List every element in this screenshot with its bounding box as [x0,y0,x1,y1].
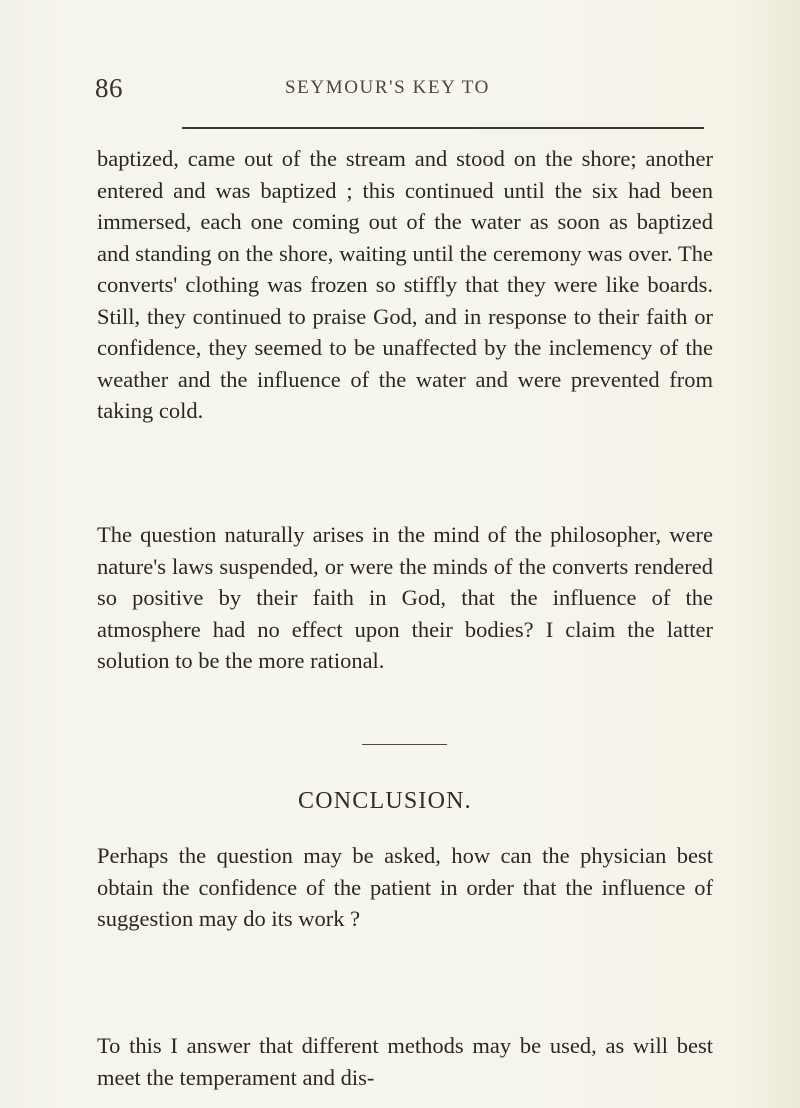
paragraph-baptism-account: baptized, came out of the stream and stood on the shore; another entered and was baptized ; this continued until the six had been immersed, each one coming out of the water as soon as baptized and standing on the shore, waiting until the ceremony was over. The converts' clothing was frozen so stiffly that they were like boards. Still, they continued to praise God, and in response to their faith or confidence, they seemed to be unaffected by the inclemency of the weather and the influence of the water and were prevented from taking cold. [97,146,713,423]
running-head [95,73,715,103]
opening-text-block [97,143,713,427]
paragraph-answer: To this I answer that different methods may be used, as will best meet the temperament and dis- [97,1033,713,1090]
question-text-block [97,519,713,677]
paragraph-conclusion-question: Perhaps the question may be asked, how can the physician best obtain the confidence of the patient in order that the influence of suggestion may do its work ? [97,843,713,931]
answer-text-block [97,1030,713,1093]
conclusion-text-block [97,840,713,935]
section-divider [362,744,447,745]
page-number: 86 [95,73,123,103]
section-heading-conclusion: CONCLUSION. [298,788,472,814]
running-title: SEYMOUR'S KEY TO [285,77,490,98]
header-rule [182,127,704,129]
paragraph-question: The question naturally arises in the mind of the philosopher, were nature's laws suspended, or were the minds of the converts rendered so positive by their faith in God, that the influence of the atmosphere had no effect upon their bodies? I claim the latter solution to be the more rational. [97,522,713,673]
